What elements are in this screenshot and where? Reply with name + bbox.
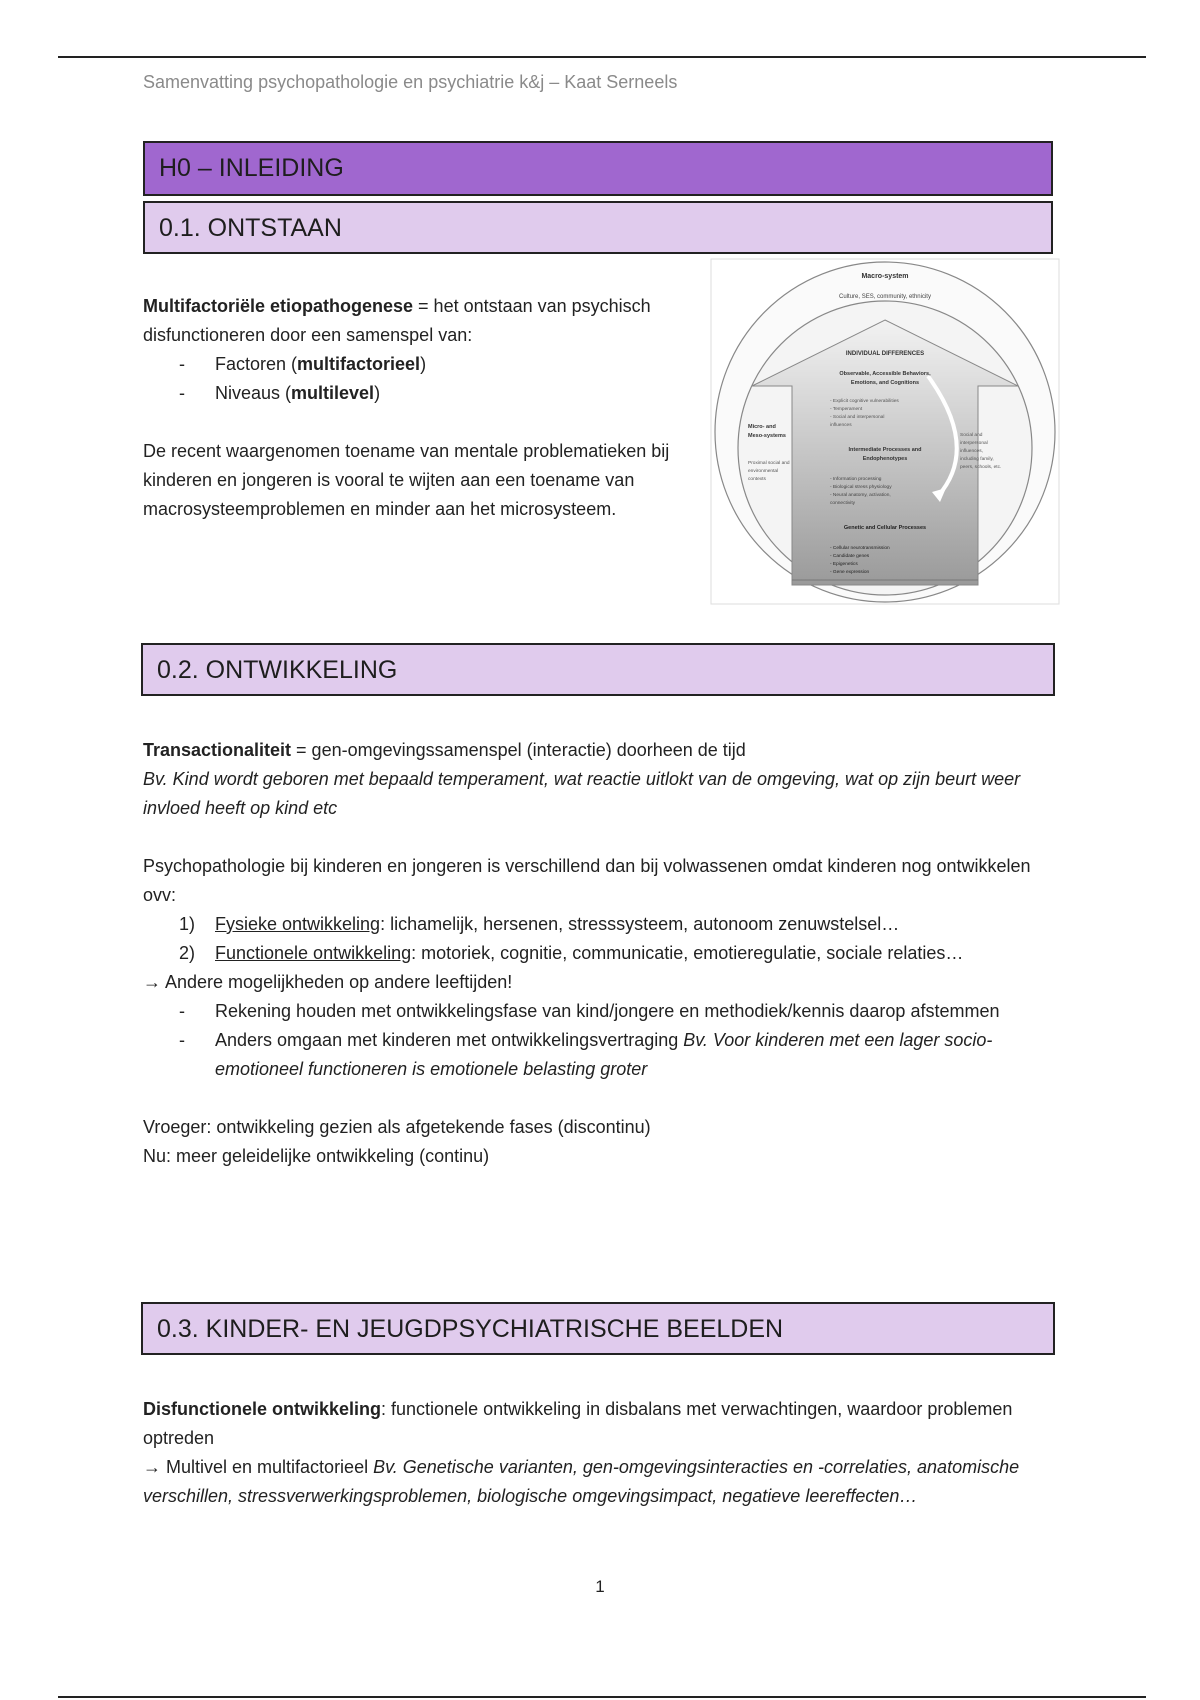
page-number: 1 xyxy=(595,1577,605,1596)
list-item: - Niveaus (multilevel) xyxy=(179,383,381,403)
chapter-heading: H0 – INLEIDING xyxy=(143,141,1053,196)
section-heading-ontwikkeling: 0.2. ONTWIKKELING xyxy=(141,643,1055,696)
svg-text:- Temperament: - Temperament xyxy=(830,407,863,412)
section-heading-ontstaan: 0.1. ONTSTAAN xyxy=(143,201,1053,254)
bioecological-model-diagram xyxy=(710,258,1060,605)
bottom-rule xyxy=(58,1696,1146,1698)
section-03-text xyxy=(143,1395,1043,1511)
current-view: Nu: meer geleidelijke ontwikkeling (continu) xyxy=(143,1146,490,1166)
svg-text:interpersonal: interpersonal xyxy=(960,441,988,446)
svg-text:Observable, Accessible Behavio: Observable, Accessible Behaviors, xyxy=(839,371,931,377)
definition-transactionaliteit: Transactionaliteit = gen-omgevingssamenspel (interactie) doorheen de tijd xyxy=(143,740,746,760)
arrow-note: → Andere mogelijkheden op andere leeftijden! xyxy=(143,972,513,992)
svg-text:Emotions, and Cognitions: Emotions, and Cognitions xyxy=(850,380,920,386)
svg-text:Proximal social and: Proximal social and xyxy=(748,461,790,466)
definition-etiopathogenese: Multifactoriële etiopathogenese = het ontstaan van psychisch disfunctioneren door een samenspel van: xyxy=(143,296,651,345)
section-01-text xyxy=(143,292,688,524)
macro-system-sub: Culture, SES, community, ethnicity xyxy=(839,294,931,300)
section-heading-beelden: 0.3. KINDER- EN JEUGDPSYCHIATRISCHE BEELDEN xyxy=(141,1302,1055,1355)
svg-text:influences: influences xyxy=(830,423,852,428)
svg-text:- Information processing: - Information processing xyxy=(830,477,882,482)
individual-differences-title: INDIVIDUAL DIFFERENCES xyxy=(845,351,925,357)
svg-text:- Epigenetics: - Epigenetics xyxy=(830,562,858,567)
list-item: - Factoren (multifactorieel) xyxy=(179,354,427,374)
paragraph-macrosystem: De recent waargenomen toename van mentale problematieken bij kinderen en jongeren is vooral te wijten aan een toename van macrosysteemproblemen en minder aan het microsysteem. xyxy=(143,441,670,519)
svg-text:influences,: influences, xyxy=(960,449,983,454)
svg-text:Genetic and Cellular Processes: Genetic and Cellular Processes xyxy=(843,525,927,531)
svg-text:Endophenotypes: Endophenotypes xyxy=(862,456,908,462)
section-02-text xyxy=(143,736,1061,1171)
svg-text:- Gene expression: - Gene expression xyxy=(830,570,870,575)
svg-text:Intermediate Processes and: Intermediate Processes and xyxy=(848,447,922,453)
top-rule xyxy=(58,56,1146,58)
svg-text:- Candidate genes: - Candidate genes xyxy=(830,554,870,559)
definition-disfunctionele-ontwikkeling: Disfunctionele ontwikkeling: functionele ontwikkeling in disbalans met verwachtingen, waardoor problemen optreden xyxy=(143,1399,1013,1448)
list-item: - Anders omgaan met kinderen met ontwikkelingsvertraging Bv. Voor kinderen met een lager socio-emotioneel functioneren is emotionele belasting groter xyxy=(179,1030,993,1079)
list-item: 2) Functionele ontwikkeling: motoriek, cognitie, communicatie, emotieregulatie, sociale relaties… xyxy=(179,943,964,963)
svg-text:environmental: environmental xyxy=(748,469,779,474)
paragraph-psychopathology: Psychopathologie bij kinderen en jongeren is verschillend dan bij volwassenen omdat kinderen nog ontwikkelen ovv: xyxy=(143,856,1031,905)
list-item: - Rekening houden met ontwikkelingsfase van kind/jongere en methodiek/kennis daarop afstemmen xyxy=(179,1001,1000,1021)
svg-text:connectivity: connectivity xyxy=(830,501,856,506)
svg-text:Meso-systems: Meso-systems xyxy=(748,433,786,439)
example-temperament: Bv. Kind wordt geboren met bepaald temperament, wat reactie uitlokt van de omgeving, wat op zijn beurt weer invloed heeft op kind etc xyxy=(143,769,1021,818)
list-item: 1) Fysieke ontwikkeling: lichamelijk, hersenen, stresssysteem, autonoom zenuwstelsel… xyxy=(179,914,900,934)
macro-system-title: Macro-system xyxy=(861,273,909,280)
svg-text:- Social and interpersonal: - Social and interpersonal xyxy=(830,415,885,420)
svg-text:- Neural anatomy, activation,: - Neural anatomy, activation, xyxy=(830,493,891,498)
micro-meso-title: Micro- and xyxy=(748,424,776,430)
svg-text:contexts: contexts xyxy=(748,477,766,482)
past-view: Vroeger: ontwikkeling gezien als afgetekende fases (discontinu) xyxy=(143,1117,651,1137)
svg-text:- Cellular neurotransmission: - Cellular neurotransmission xyxy=(830,546,890,551)
svg-text:- Explicit cognitive vulnerabi: - Explicit cognitive vulnerabilities xyxy=(830,399,899,404)
svg-text:including family,: including family, xyxy=(960,457,994,462)
arrow-note: → Multivel en multifactorieel Bv. Genetische varianten, gen-omgevingsinteracties en -correlaties, anatomische verschillen, stressverwerkingsproblemen, biologische omgevingsimpact, negatieve leereffecten… xyxy=(143,1457,1020,1506)
running-header: Samenvatting psychopathologie en psychiatrie k&j – Kaat Serneels xyxy=(143,72,678,92)
svg-text:- Biological stress physiology: - Biological stress physiology xyxy=(830,485,892,490)
svg-text:peers, schools, etc.: peers, schools, etc. xyxy=(960,465,1002,470)
social-influences-text: Social and xyxy=(960,433,983,438)
